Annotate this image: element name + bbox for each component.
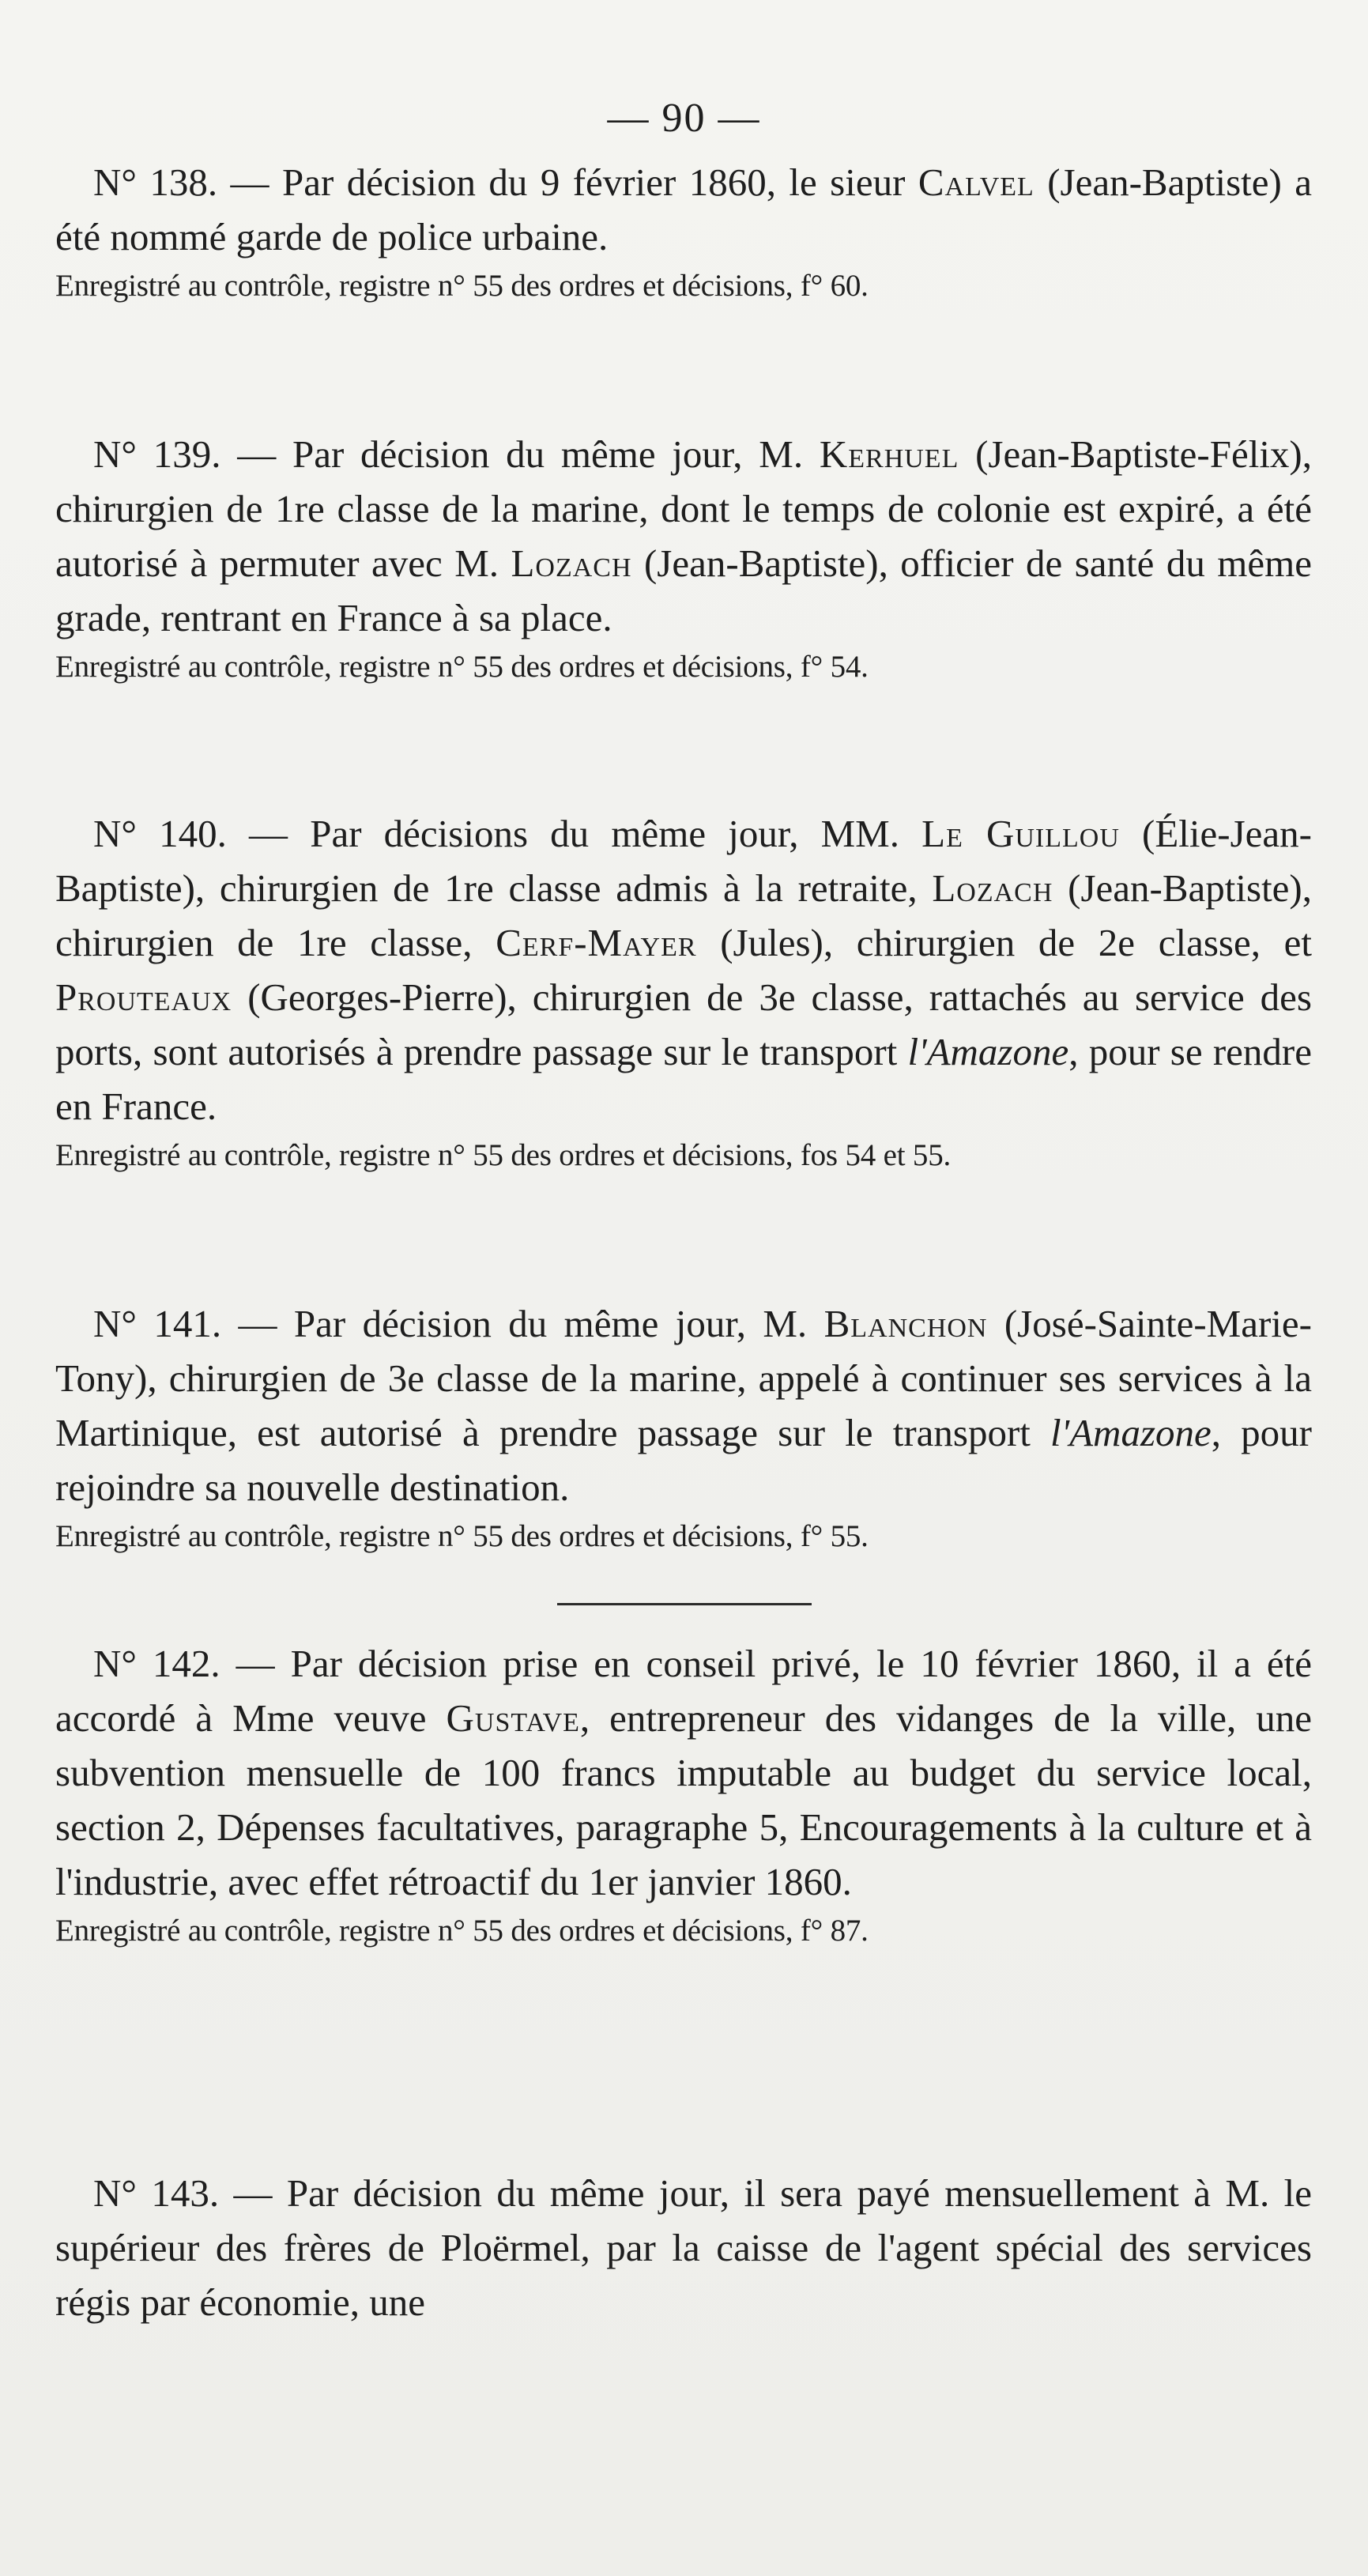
entry-138 [55,155,1312,308]
entry-139 [55,427,1312,689]
entry-text [55,427,1312,645]
entry-rest: (Jean-Baptiste), chirurgien de 1re classe, [55,866,1313,964]
registration-note: Enregistré au contrôle, registre n° 55 des ordres et décisions, f° 60. [55,269,869,303]
entry-text [55,155,1312,264]
entry-rest: (Élie-Jean-Baptiste), chirurgien de 1re classe admis à la retraite, [55,812,1312,910]
person-name: Prouteaux [55,975,232,1019]
person-name: Blanchon [823,1302,988,1345]
page-number: — 90 — [607,96,761,141]
entry-rest: (Jean-Baptiste) a été nommé garde de police urbaine. [55,160,1312,258]
person-name: Lozach [932,866,1053,910]
entry-lead: N° 141. — Par décision du même jour, M. [93,1302,824,1345]
entry-text [55,2166,1312,2329]
entry-143 [55,2166,1312,2329]
entry-rest: (Georges-Pierre), chirurgien de 3e classe, rattachés au service des ports, sont autorisés à prendre passage sur le transport [55,975,1312,1073]
registration-note: Enregistré au contrôle, registre n° 55 des ordres et décisions, f° 87. [55,1914,869,1948]
registration-note: Enregistré au contrôle, registre n° 55 des ordres et décisions, f° 54. [55,650,869,684]
entry-rest: (José-Sainte-Marie-Tony), chirurgien de 3e classe de la marine, appelé à continuer ses services à la Martinique, est autorisé à prendre passage sur le transport [55,1302,1312,1454]
person-name: Calvel [918,160,1034,204]
ship-name: l'Amazone [1050,1411,1212,1454]
entry-lead: N° 140. — Par décisions du même jour, MM. [93,812,922,855]
entry-rest: , pour se rendre en France. [55,1030,1312,1128]
registration-note: Enregistré au contrôle, registre n° 55 des ordres et décisions, f° 55. [55,1519,869,1553]
entry-141 [55,1296,1312,1559]
person-name: Gustave [446,1696,580,1740]
entry-rest: (Jean-Baptiste), officier de santé du même grade, rentrant en France à sa place. [55,541,1312,639]
person-name: Le Guillou [921,812,1120,855]
entry-lead: N° 139. — Par décision du même jour, M. [93,432,820,476]
registration-note: Enregistré au contrôle, registre n° 55 des ordres et décisions, fos 54 et 55. [55,1138,952,1172]
entry-text [55,1636,1312,1909]
section-divider [557,1603,812,1605]
entry-rest: , pour rejoindre sa nouvelle destination. [55,1411,1312,1509]
entry-lead: N° 142. — Par décision prise en conseil privé, le 10 février 1860, il a été accordé à Mme veuve [55,1642,1312,1740]
ship-name: l'Amazone [907,1030,1069,1073]
entry-lead: N° 143. — Par décision du même jour, il sera payé mensuellement à M. le supérieur des frères de Ploërmel, par la caisse de l'agent spécial des services régis par économie, une [55,2171,1312,2324]
person-name: Kerhuel [819,432,959,476]
entry-lead: N° 138. — Par décision du 9 février 1860, le sieur [93,160,918,204]
entry-rest: (Jules), chirurgien de 2e classe, et [696,921,1312,964]
entry-rest: , entrepreneur des vidanges de la ville, une subvention mensuelle de 100 francs imputable au budget du service local, section 2, Dépenses facultatives, paragraphe 5, Encouragements à la culture et à l'industrie, avec effet rétroactif du 1er janvier 1860. [55,1696,1312,1903]
entry-140 [55,806,1312,1178]
person-name: Cerf-Mayer [496,921,697,964]
entry-142 [55,1636,1312,1953]
entry-text [55,806,1312,1133]
person-name: Lozach [511,541,632,585]
entry-text [55,1296,1312,1514]
entry-rest: (Jean-Baptiste-Félix), chirurgien de 1re classe de la marine, dont le temps de colonie est expiré, a été autorisé à permuter avec M. [55,432,1312,585]
